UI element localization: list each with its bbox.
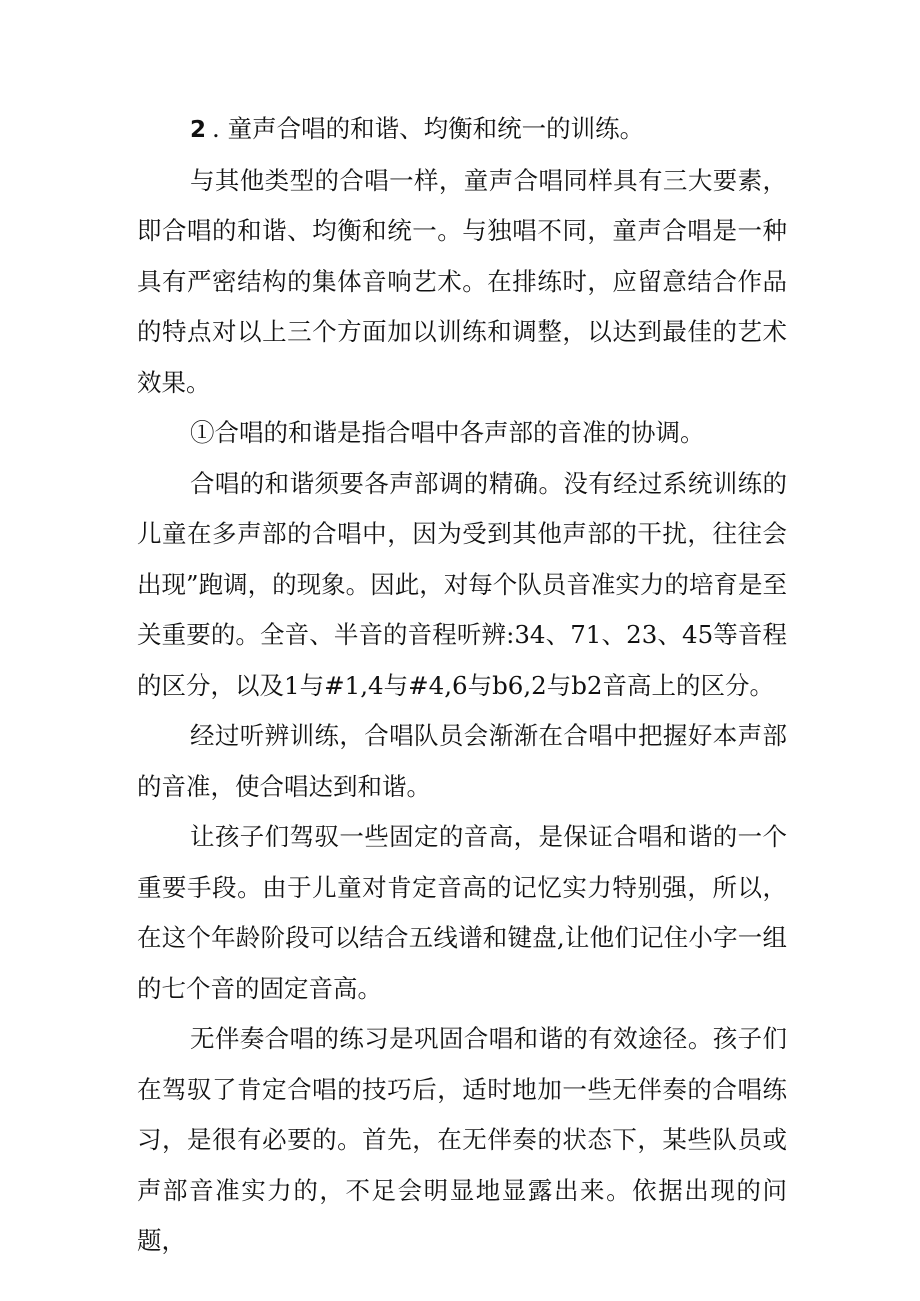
paragraph-listening-training: 经过听辨训练，合唱队员会渐渐在合唱中把握好本声部的音准，使合唱达到和谐。: [137, 721, 787, 801]
paragraph-a-cappella: 无伴奏合唱的练习是巩固合唱和谐的有效途径。孩子们在驾驭了肯定合唱的技巧后，适时地加一些无伴奏的合唱练习，是很有必要的。首先，在无伴奏的状态下，某些队员或声部音准实力的，不足会明显地显露出来。依据出现的问题，: [137, 1024, 787, 1255]
section-heading: [137, 104, 787, 156]
paragraph-intro: 与其他类型的合唱一样，童声合唱同样具有三大要素，即合唱的和谐、均衡和统一。与独唱不同，童声合唱是一种具有严密结构的集体音响艺术。在排练时，应留意结合作品的特点对以上三个方面加以训练和调整，以达到最佳的艺术效果。: [137, 165, 787, 397]
paragraph-harmony-definition: ①合唱的和谐是指合唱中各声部的音准的协调。: [190, 418, 705, 447]
paragraph-pitch-accuracy: 合唱的和谐须要各声部调的精确。没有经过系统训练的儿童在多声部的合唱中，因为受到其他声部的干扰，往往会出现”跑调，的现象。因此，对每个队员音准实力的培育是至关重要的。全音、半音的音程听辨:34、71、23、45等音程的区分，以及1与#1,4与#4,6与b6,2与b2音高上的区分。: [137, 468, 787, 700]
section-number: 2: [190, 117, 207, 143]
document-page: [137, 104, 787, 1267]
paragraph-fixed-pitch: 让孩子们驾驭一些固定的音高，是保证合唱和谐的一个重要手段。由于儿童对肯定音高的记忆实力特别强，所以，在这个年龄阶段可以结合五线谱和键盘,让他们记住小字一组的七个音的固定音高。: [137, 822, 787, 1003]
section-title: . 童声合唱的和谐、均衡和统一的训练。: [212, 114, 645, 143]
